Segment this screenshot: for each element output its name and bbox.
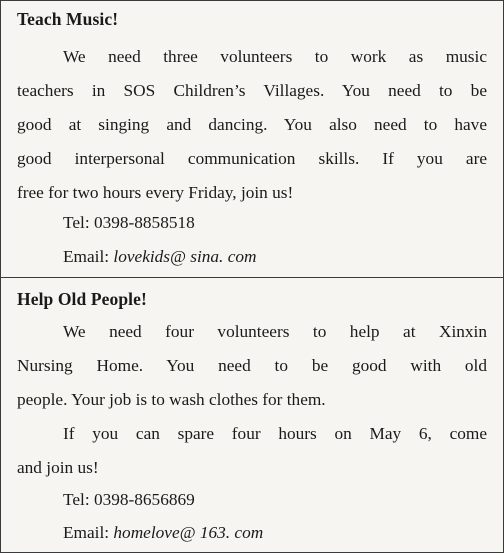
notice-title-text: Help Old People [17,289,141,309]
paragraph-line: people. Your job is to wash clothes for them. [17,390,326,409]
paragraph-line: good interpersonal communication skills. If you are [17,149,487,168]
notice-title [17,289,147,310]
email-label: Email: [63,523,110,542]
notice-teach-music [1,1,503,277]
tel-value: 0398-8858518 [93,213,195,232]
notice-title [17,9,118,30]
tel-label: Tel: [63,490,90,509]
tel-line [63,490,487,510]
paragraph-line: teachers in SOS Children’s Villages. You need to be [17,81,487,100]
paragraph-line: Nursing Home. You need to be good with old [17,356,487,375]
email-line [63,523,487,543]
tel-label: Tel: [63,213,90,232]
email-value: lovekids@ sina. com [113,247,257,266]
paragraph-line: free for two hours every Friday, join us! [17,183,294,202]
paragraph-line: good at singing and dancing. You also need to have [17,115,487,134]
email-value: homelove@ 163. com [113,523,264,542]
tel-line [63,213,487,233]
email-line [63,247,487,267]
paragraph-line: and join us! [17,458,99,477]
paragraph-line: If you can spare four hours on May 6, come [63,424,487,443]
paragraph-line: We need four volunteers to help at Xinxin [63,322,487,341]
notice-help-old-people [1,277,503,552]
email-label: Email: [63,247,110,266]
notice-title-punct: ! [112,9,119,29]
tel-value: 0398-8656869 [93,490,195,509]
notice-title-punct: ! [141,289,147,309]
paragraph-line: We need three volunteers to work as music [63,47,487,66]
notice-title-text: Teach Music [17,9,113,29]
